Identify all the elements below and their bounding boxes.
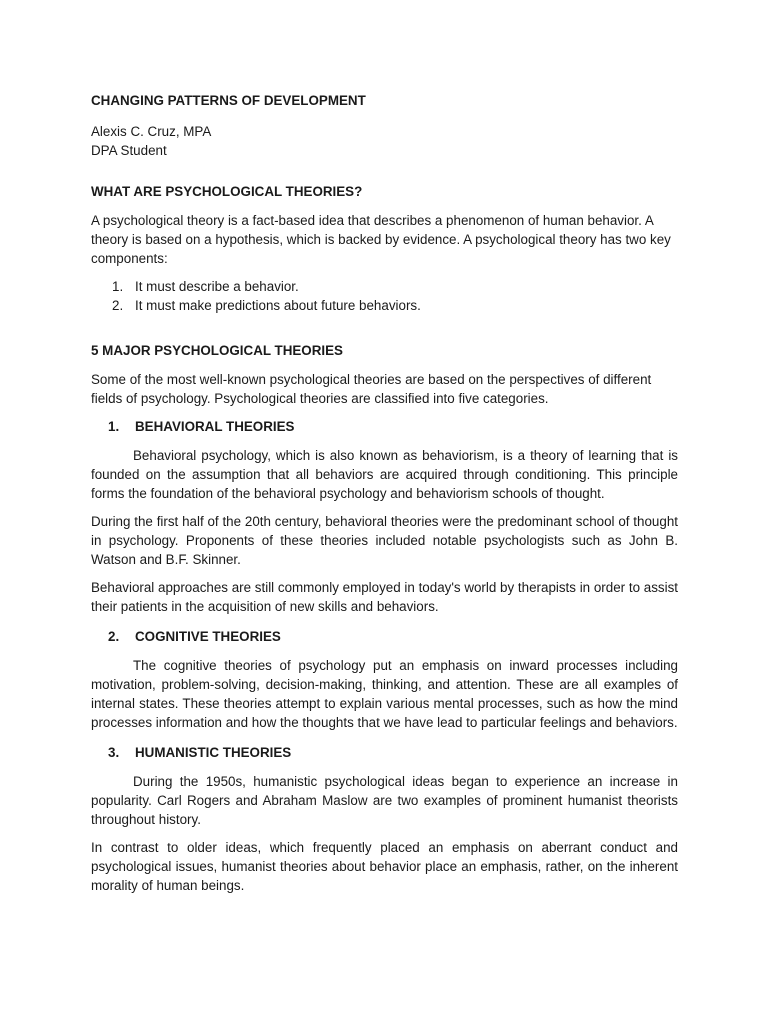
author-block — [91, 122, 678, 160]
section-heading-major-theories: 5 MAJOR PSYCHOLOGICAL THEORIES — [91, 343, 343, 358]
author-role: DPA Student — [91, 143, 167, 158]
theory-number: 3. — [108, 745, 120, 760]
behavioral-paragraph-2: During the first half of the 20th century, behavioral theories were the predominant school of thought in psychology. Proponents of these theories included notable psychologists such as John B. Watson and B.F. Skinner. — [91, 514, 678, 567]
theory-title: BEHAVIORAL THEORIES — [135, 419, 295, 434]
theory-heading-cognitive — [91, 627, 678, 646]
list-item-text: It must make predictions about future behaviors. — [135, 298, 421, 313]
theory-number: 1. — [108, 419, 120, 434]
document-page — [91, 91, 678, 904]
list-item — [91, 277, 678, 296]
behavioral-paragraph-3: Behavioral approaches are still commonly employed in today's world by therapists in order to assist their patients in the acquisition of new skills and behaviors. — [91, 580, 678, 614]
theory-heading-behavioral — [91, 417, 678, 436]
major-theories-intro: Some of the most well-known psychological theories are based on the perspectives of different fields of psychology. Psychological theories are classified into five categories. — [91, 372, 652, 406]
theory-title: COGNITIVE THEORIES — [135, 629, 281, 644]
humanistic-paragraph-2: In contrast to older ideas, which frequently placed an emphasis on aberrant conduct and psychological issues, humanist theories about behavior place an emphasis, rather, on the inherent morality of human beings. — [91, 840, 678, 893]
list-item — [91, 296, 678, 315]
list-item-number: 2. — [112, 298, 124, 313]
definition-paragraph: A psychological theory is a fact-based idea that describes a phenomenon of human behavior. A theory is based on a hypothesis, which is backed by evidence. A psychological theory has two key components: — [91, 213, 671, 266]
theory-heading-humanistic — [91, 743, 678, 762]
section-heading-psychological-theories: WHAT ARE PSYCHOLOGICAL THEORIES? — [91, 184, 363, 199]
document-title: CHANGING PATTERNS OF DEVELOPMENT — [91, 93, 366, 108]
behavioral-paragraph-1: Behavioral psychology, which is also known as behaviorism, is a theory of learning that is founded on the assumption that all behaviors are acquired through conditioning. This principle forms the foundation of the behavioral psychology and behaviorism schools of thought. — [91, 448, 678, 501]
list-item-number: 1. — [112, 279, 124, 294]
theory-number: 2. — [108, 629, 120, 644]
cognitive-paragraph-1: The cognitive theories of psychology put an emphasis on inward processes including motivation, problem-solving, decision-making, thinking, and attention. These are all examples of internal states. These theories attempt to explain various mental processes, such as how the mind processes information and how the thoughts that we have lead to particular feelings and behaviors. — [91, 658, 678, 730]
humanistic-paragraph-1: During the 1950s, humanistic psychological ideas began to experience an increase in popularity. Carl Rogers and Abraham Maslow are two examples of prominent humanist theorists throughout history. — [91, 774, 678, 827]
author-name: Alexis C. Cruz, MPA — [91, 124, 212, 139]
list-item-text: It must describe a behavior. — [135, 279, 299, 294]
theory-title: HUMANISTIC THEORIES — [135, 745, 292, 760]
key-components-list — [91, 277, 678, 315]
